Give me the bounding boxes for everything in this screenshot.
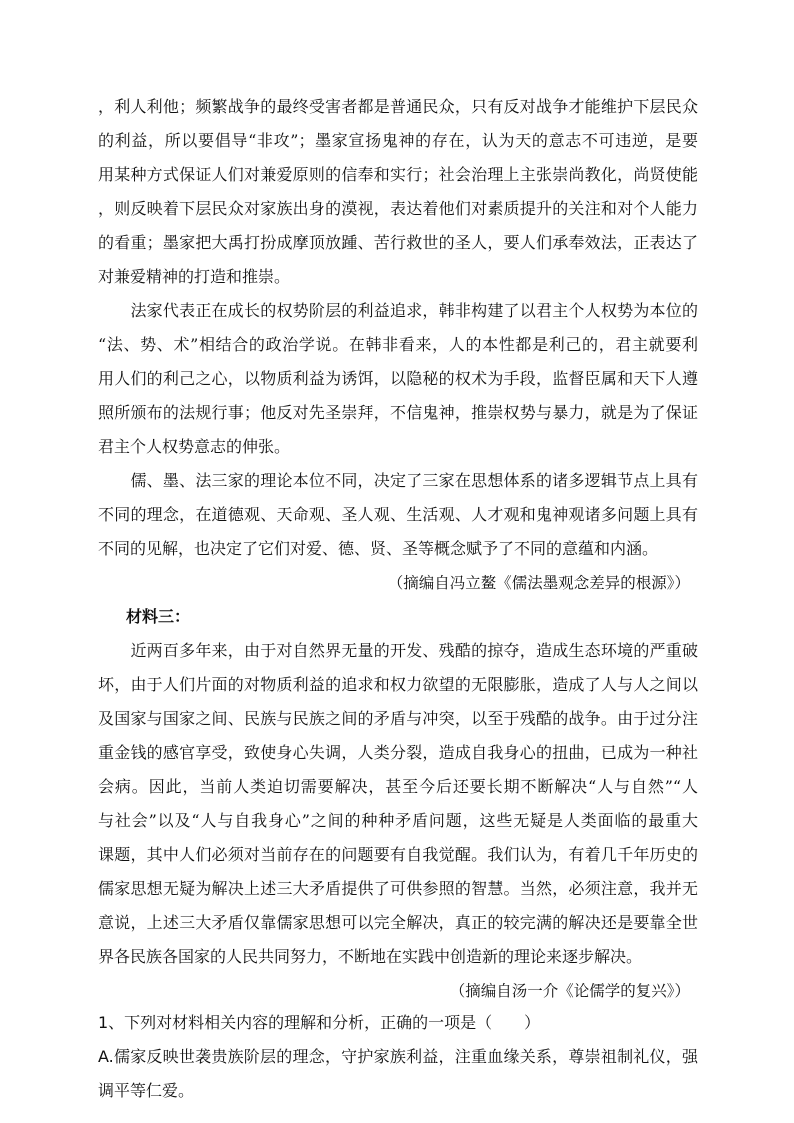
- paragraph-4-line: 意说，上述三大矛盾仅靠儒家思想可以完全解决，真正的较完满的解决还是要靠全世: [98, 913, 698, 932]
- paragraph-2-line: 用人们的利己之心，以物质利益为诱饵，以隐秘的权术为手段，监督臣属和天下人遵: [98, 369, 698, 388]
- paragraph-4-line: 近两百多年来，由于对自然界无量的开发、残酷的掠夺，造成生态环境的严重破: [98, 641, 698, 660]
- paragraph-1-line: 的利益，所以要倡导“非攻”；墨家宣扬鬼神的存在，认为天的意志不可违逆，是要: [98, 131, 698, 150]
- paragraph-4-line: 儒家思想无疑为解决上述三大矛盾提供了可供参照的智慧。当然，必须注意，我并无: [98, 879, 698, 898]
- paragraph-4-line: 课题，其中人们必须对当前存在的问题要有自我觉醒。我们认为，有着几千年历史的: [98, 845, 698, 864]
- paragraph-2-line: “法、势、术”相结合的政治学说。在韩非看来，人的本性都是利己的，君主就要利: [98, 335, 698, 354]
- paragraph-1-line: 对兼爱精神的打造和推崇。: [98, 267, 291, 286]
- paragraph-2-line: 君主个人权势意志的伸张。: [98, 437, 291, 456]
- question-stem: 1、下列对材料相关内容的理解和分析，正确的一项是（ ）: [98, 1013, 541, 1032]
- source-citation: （摘编自冯立鳌《儒法墨观念差异的根源》）: [387, 574, 690, 592]
- option-a-line: A.儒家反映世袭贵族阶层的理念，守护家族利益，注重血缘关系，尊崇祖制礼仪，强: [98, 1047, 698, 1066]
- paragraph-2-line: 照所颁布的法规行事；他反对先圣崇拜，不信鬼神，推崇权势与暴力，就是为了保证: [98, 403, 698, 422]
- paragraph-4-line: 坏，由于人们片面的对物质利益的追求和权力欲望的无限膨胀，造成了人与人之间以: [98, 675, 698, 694]
- paragraph-1-line: 的看重；墨家把大禹打扮成摩顶放踵、苦行救世的圣人，要人们承奉效法，正表达了: [98, 233, 698, 252]
- material-heading: 材料三：: [126, 607, 191, 626]
- paragraph-4-line: 及国家与国家之间、民族与民族之间的矛盾与冲突，以至于残酷的战争。由于过分注: [98, 709, 698, 728]
- paragraph-2-line: 法家代表正在成长的权势阶层的利益追求，韩非构建了以君主个人权势为本位的: [98, 301, 698, 320]
- paragraph-3-line: 不同的见解，也决定了它们对爱、德、贤、圣等概念赋予了不同的意蕴和内涵。: [98, 539, 659, 558]
- paragraph-1-line: 用某种方式保证人们对兼爱原则的信奉和实行；社会治理上主张崇尚教化，尚贤使能: [98, 165, 698, 184]
- paragraph-3-line: 不同的理念，在道德观、天命观、圣人观、生活观、人才观和鬼神观诸多问题上具有: [98, 505, 698, 524]
- paragraph-4-line: 重金钱的感官享受，致使身心失调，人类分裂，造成自我身心的扭曲，已成为一种社: [98, 743, 698, 762]
- paragraph-1-line: ，则反映着下层民众对家族出身的漠视，表达着他们对素质提升的关注和对个人能力: [98, 199, 698, 218]
- paragraph-4-line: 界各民族各国家的人民共同努力，不断地在实践中创造新的理论来逐步解决。: [98, 947, 643, 966]
- paragraph-4-line: 与社会”以及“人与自我身心”之间的种种矛盾问题，这些无疑是人类面临的最重大: [98, 811, 698, 830]
- paragraph-4-line: 会病。因此，当前人类迫切需要解决，甚至今后还要长期不断解决“人与自然”“人: [98, 777, 698, 796]
- source-citation: （摘编自汤一介《论儒学的复兴》）: [449, 982, 690, 1000]
- paragraph-3-line: 儒、墨、法三家的理论本位不同，决定了三家在思想体系的诸多逻辑节点上具有: [98, 471, 698, 490]
- option-a-line: 调平等仁爱。: [98, 1081, 195, 1100]
- paragraph-1-line: ，利人利他；频繁战争的最终受害者都是普通民众，只有反对战争才能维护下层民众: [98, 97, 698, 116]
